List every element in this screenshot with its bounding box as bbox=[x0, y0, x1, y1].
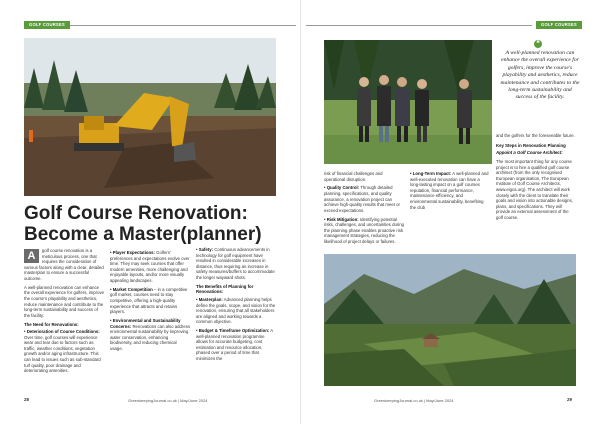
body-paragraph: The most important thing for any course project is to hire a qualified golf course architect (from the only recognised European organisation, The European Institute of Golf Course Architects, www.eigca.org). The architect will work closely with the client to translate their goals and vision into actionable designs, plans, and specifications. They will provide an external assessment of the golf course. bbox=[496, 158, 573, 220]
quote-icon: ❝ bbox=[534, 40, 542, 48]
left-column-1 bbox=[24, 248, 104, 377]
body-paragraph: and the golfers for the foreseeable future. bbox=[496, 133, 575, 138]
excavator-photo bbox=[24, 38, 276, 196]
page-number-right: 29 bbox=[567, 397, 573, 402]
section-heading: The Need for Renovations: bbox=[24, 321, 79, 327]
left-column-2 bbox=[110, 250, 190, 355]
sub-heading: Appoint a Golf Course Architect: bbox=[496, 150, 563, 156]
bullet-item: • Long-Term Impact: A well-planned and well-executed renovation can have a long-lasting impact on a golf courses reputation, financial performance, maintenance efficiency, and environmental sustainability, benefiting the club bbox=[410, 171, 489, 210]
article-title bbox=[24, 203, 274, 245]
title-line-2: Become a Master(planner) bbox=[24, 224, 262, 245]
left-column-3 bbox=[196, 247, 276, 365]
section-tag-left: GOLF COURSES bbox=[24, 21, 70, 29]
bullet-item: • Budget & Timeframe Optimization: A well-planned renovation programme allows for accurate budgeting, cost estimation and resource allocation, phased over a period of time that minimizes the bbox=[196, 328, 273, 362]
bullet-item: • Environmental and Sustainability Concerns: Renovations can also address environmental sustainability by improving water conservation, enhancing biodiversity, and reducing chemical usage. bbox=[110, 317, 191, 351]
section-tag-right: GOLF COURSES bbox=[536, 21, 582, 29]
bullet-item: • Market Competition – in a competitive golf market, courses need to stay competitive, offering a high-quality experience that attracts and retains players. bbox=[110, 286, 188, 315]
body-paragraph: risk of financial challenges and operational disruption. bbox=[324, 171, 383, 182]
title-line-1: Golf Course Renovation: bbox=[24, 203, 248, 224]
bullet-item: • Deterioration of Course Conditions: Over time, golf courses will experience wear and tear due to factors such as traffic, weather conditions, vegetation growth and/or aging infrastructure. This can lead to issues such as sub-standard turf quality, poor drainage and deteriorating amenities. bbox=[24, 329, 101, 374]
body-paragraph: A well-planned renovation can enhance the overall experience for golfers, improve the course's playability and aesthetics, reduce maintenance and contribute to the long-term sustainability and success of the facility. bbox=[24, 284, 105, 318]
page-number-left: 28 bbox=[24, 397, 30, 402]
right-column-2 bbox=[410, 171, 490, 213]
landscape-photo bbox=[324, 254, 576, 386]
drop-cap: A bbox=[24, 249, 39, 263]
intro-paragraph: A golf course renovation is a meticulous process, one that requires the consideration of various factors along with a clear, detailed masterplan to ensure a successful outcome. bbox=[24, 248, 104, 281]
bullet-item: • Masterplan: Advanced planning helps define the goals, scope, and vision for the renovation, ensuring that all stakeholders are aligned and working towards a common objective. bbox=[196, 296, 276, 325]
pull-quote: A well-planned renovation can enhance the overall experience for golfers, improve the course's playability and aesthetics, reduce maintenance and contributes to the long-term sustainability and success of the facility. bbox=[500, 50, 580, 101]
header-rule-left bbox=[70, 25, 296, 26]
footer-text-right: GreenkeepingJournal.co.uk | May/June 2024 bbox=[374, 398, 454, 403]
header-rule-right bbox=[306, 25, 532, 26]
page-gutter bbox=[300, 0, 301, 424]
bullet-item: • Quality Control: Through detailed planning, specifications, and quality assurance, a renovation project can achieve high-quality results that meet or exceed expectations. bbox=[324, 185, 400, 213]
section-heading: The Benefits of Planning for Renovations: bbox=[196, 283, 254, 295]
section-heading: Key Steps in Renovation Planning bbox=[496, 142, 566, 148]
right-column-1 bbox=[324, 171, 404, 248]
bullet-item: • Risk Mitigation: Identifying potential risks, challenges, and uncertainties during the planning phase enables proactive risk management strategies, reducing the likelihood of project delays or failures. bbox=[324, 216, 405, 244]
bullet-item: • Safety: Continuous advancements in technology for golf equipment have resulted in considerable increases in distance, thus requiring an increase in safety measures/buffers to accommodate the longer wayward shots. bbox=[196, 247, 275, 280]
footer-text-left: GreenkeepingJournal.co.uk | May/June 2024 bbox=[128, 398, 208, 403]
group-photo bbox=[324, 40, 492, 164]
bullet-item: • Player Expectations: Golfers' preferences and expectations evolve over time. They may seek courses that offer modern amenities, more challenging and enjoyable layouts, and/or more visually appealing landscapes. bbox=[110, 250, 190, 283]
right-column-3 bbox=[496, 133, 576, 224]
